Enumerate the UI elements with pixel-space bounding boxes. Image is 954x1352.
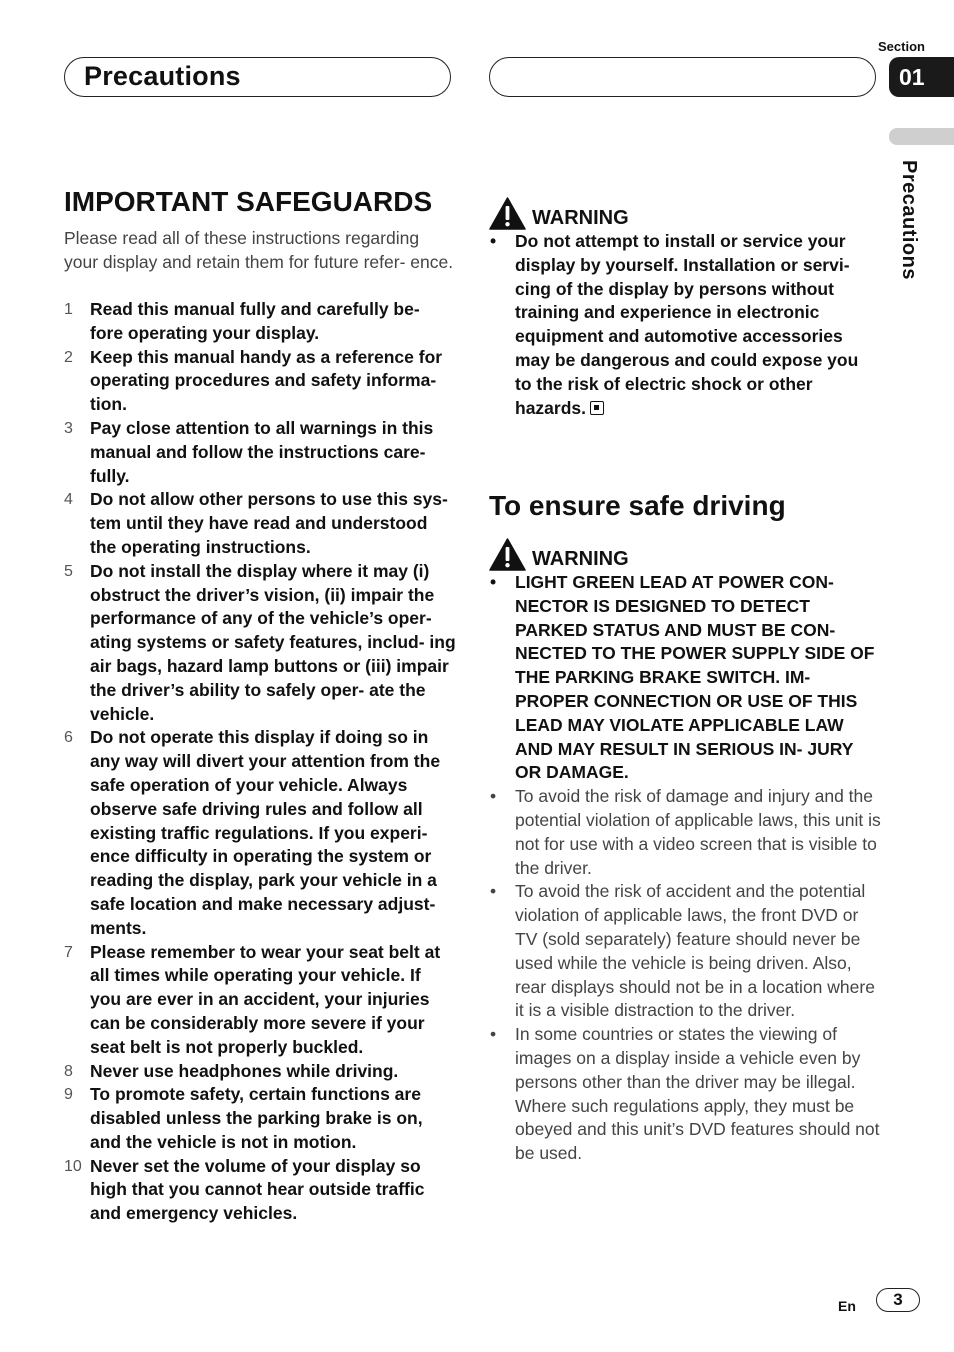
- item-text: Never use headphones while driving.: [90, 1060, 399, 1081]
- safeguard-item: [64, 1155, 456, 1226]
- safeguard-item: [64, 941, 456, 1060]
- list-item-text: To avoid the risk of damage and injury and the potential violation of applicable laws, this unit is not for use with a video screen that is visible to the driver.: [515, 786, 881, 878]
- safe-driving-heading: To ensure safe driving: [489, 490, 786, 521]
- section-number-badge: 01: [889, 57, 954, 97]
- item-text: Never set the volume of your display so high that you cannot hear outside traffic and emergency vehicles.: [90, 1155, 425, 1224]
- section-label: Section: [878, 39, 925, 54]
- warning-item: [489, 230, 874, 420]
- item-number: 4: [64, 491, 73, 509]
- item-number: 10: [64, 1157, 82, 1175]
- item-number: 1: [64, 301, 73, 318]
- safeguards-heading: IMPORTANT SAFEGUARDS: [64, 186, 433, 217]
- safeguard-item: [64, 560, 456, 727]
- item-text: Keep this manual handy as a reference for operating procedures and safety informa- tion.: [90, 346, 443, 415]
- safeguard-item: [64, 298, 456, 346]
- page-number: 3: [876, 1288, 920, 1312]
- item-text: Do not install the display where it may (i) obstruct the driver’s vision, (ii) impair the performance of any of the vehicle’s oper- ating systems or safety features, includ- ing air bags, hazard lamp buttons or (iii) impair the driver’s ability to safely oper- ate the vehicle.: [90, 560, 456, 724]
- bullet: •: [490, 881, 497, 902]
- safeguard-item: [64, 1060, 456, 1084]
- item-number: 6: [64, 729, 73, 747]
- list-item: [489, 1023, 881, 1166]
- warning-label: WARNING: [532, 548, 629, 570]
- warning-item-text: LIGHT GREEN LEAD AT POWER CON- NECTOR IS DESIGNED TO DETECT PARKED STATUS AND MUST BE CON- NECTED TO THE POWER SUPPLY SIDE OF THE PARKING BRAKE SWITCH. IM- PROPER CONNECTION OR USE OF THIS LEAD MAY VIOLATE APPLICABLE LAW AND MAY RESULT IN SERIOUS IN- JURY OR DAMAGE.: [515, 572, 875, 783]
- item-text: Do not operate this display if doing so in any way will divert your attention from the safe operation of your vehicle. Always observe safe driving rules and follow all existing traffic regulations. If you experi- ence difficulty in operating the system or reading the display, park your vehicle in a safe location and make necessary adjust- ments.: [90, 727, 441, 938]
- item-text: Do not allow other persons to use this sys- tem until they have read and understood the operating instructions.: [90, 489, 448, 557]
- list-item: [489, 880, 881, 1023]
- warning-list: [489, 230, 874, 420]
- header-right-frame: [489, 57, 876, 97]
- safeguard-item: [64, 488, 456, 559]
- safeguard-item: [64, 1083, 456, 1154]
- list-item-text: In some countries or states the viewing of images on a display inside a vehicle even by persons other than the driver may be illegal. Where such regulations apply, they must be obeyed and this unit’s DVD features should not be used.: [515, 1024, 880, 1164]
- warning-header: [489, 196, 629, 230]
- safeguards-list: [64, 298, 456, 1226]
- safeguards-intro: Please read all of these instructions regarding your display and retain them for future refer- ence.: [64, 228, 454, 272]
- safeguard-item: [64, 346, 456, 417]
- item-number: 3: [64, 419, 73, 437]
- safeguard-item: [64, 417, 456, 488]
- list-item: [489, 785, 881, 880]
- safe-driving-list: [489, 571, 881, 1166]
- warning-icon: [489, 538, 526, 571]
- safeguard-item: [64, 726, 456, 940]
- item-text: Pay close attention to all warnings in this manual and follow the instructions care- fully.: [90, 417, 434, 486]
- bullet: •: [490, 572, 497, 592]
- item-text: Read this manual fully and carefully be- fore operating your display.: [90, 299, 420, 343]
- bullet: •: [490, 1024, 497, 1045]
- warning-item-text: Do not attempt to install or service your display by yourself. Installation or servi- cing of the display by persons without training and experience in electronic equipment and automotive accessories may be dangerous and could expose you to the risk of electric shock or other hazards.: [515, 231, 859, 418]
- item-number: 5: [64, 562, 73, 580]
- item-number: 7: [64, 943, 73, 961]
- warning-icon: [489, 197, 526, 230]
- side-tab-label: Precautions: [898, 160, 920, 280]
- bullet: •: [490, 786, 497, 807]
- end-mark-icon: [590, 401, 604, 415]
- item-text: To promote safety, certain functions are disabled unless the parking brake is on, and the vehicle is not in motion.: [90, 1084, 423, 1152]
- item-number: 2: [64, 348, 73, 366]
- warning-label: WARNING: [532, 207, 629, 229]
- page-header-title: Precautions: [84, 61, 241, 91]
- warning-header: [489, 537, 629, 571]
- item-number: 8: [64, 1062, 73, 1080]
- item-text: Please remember to wear your seat belt at all times while operating your vehicle. If you are ever in an accident, your injuries can be considerably more severe if your seat belt is not properly buckled.: [90, 941, 441, 1057]
- list-item-text: To avoid the risk of accident and the potential violation of applicable laws, the front DVD or TV (sold separately) feature should never be used while the vehicle is being driven. Also, rear displays should not be in a location where it is a visible distraction to the driver.: [515, 881, 875, 1021]
- item-number: 9: [64, 1086, 73, 1104]
- bullet: •: [490, 231, 497, 251]
- side-tab-marker: [889, 128, 954, 145]
- warning-item: [489, 571, 881, 785]
- language-label: En: [838, 1298, 856, 1314]
